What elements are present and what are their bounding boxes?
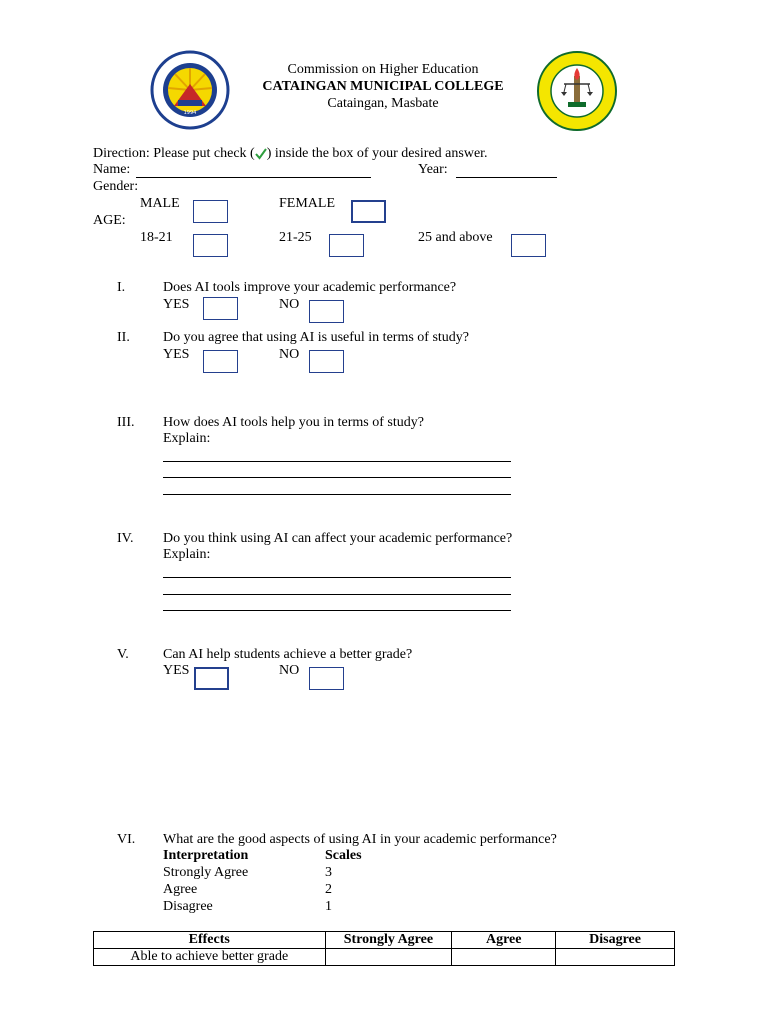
age-21-25-checkbox[interactable] (329, 234, 364, 257)
q6-number: VI. (117, 832, 136, 847)
q4-text: Do you think using AI can affect your academic performance? (163, 531, 513, 546)
header-block (230, 62, 536, 112)
table-cell-agree[interactable] (452, 949, 556, 966)
scale-label: Disagree (163, 899, 213, 914)
q5-no-checkbox[interactable] (309, 667, 344, 690)
q3-number: III. (117, 415, 135, 430)
q2-text: Do you agree that using AI is useful in terms of study? (163, 330, 470, 345)
q3-text: How does AI tools help you in terms of study? (163, 415, 424, 430)
header-commission: Commission on Higher Education (287, 62, 479, 77)
age-25-above-label: 25 and above (418, 230, 493, 245)
table-row (94, 949, 675, 966)
q5-yes-checkbox[interactable] (194, 667, 229, 690)
q2-no-label: NO (279, 347, 300, 362)
year-label: Year: (418, 162, 448, 177)
q1-yes-checkbox[interactable] (203, 297, 238, 320)
q5-yes-label: YES (163, 663, 190, 678)
q1-number: I. (117, 280, 126, 295)
q5-number: V. (117, 647, 129, 662)
direction-after: ) inside the box of your desired answer. (266, 146, 488, 161)
age-18-21-checkbox[interactable] (193, 234, 228, 257)
effects-table (93, 931, 675, 966)
q1-no-checkbox[interactable] (309, 300, 344, 323)
scale-heading-scales: Scales (325, 848, 362, 863)
name-label: Name: (93, 162, 131, 177)
male-checkbox[interactable] (193, 200, 228, 223)
q6-text: What are the good aspects of using AI in your academic performance? (163, 832, 557, 847)
q2-number: II. (117, 330, 130, 345)
college-seal-logo (536, 50, 618, 132)
table-header-agree: Agree (452, 932, 556, 949)
q3-answer-line[interactable] (163, 461, 511, 462)
college-seal-icon (536, 50, 618, 132)
scale-label: Strongly Agree (163, 865, 249, 880)
q3-answer-line[interactable] (163, 477, 511, 478)
q2-yes-checkbox[interactable] (203, 350, 238, 373)
age-25-above-checkbox[interactable] (511, 234, 546, 257)
table-header-disagree: Disagree (556, 932, 675, 949)
table-header-effects: Effects (94, 932, 326, 949)
q3-answer-line[interactable] (163, 494, 511, 495)
q5-text: Can AI help students achieve a better grade? (163, 647, 413, 662)
scale-heading-interpretation: Interpretation (163, 848, 249, 863)
q3-explain-label: Explain: (163, 431, 211, 446)
scale-value: 2 (325, 882, 332, 897)
direction-text (93, 146, 488, 162)
header-location: Cataingan, Masbate (327, 96, 439, 111)
table-header-row (94, 932, 675, 949)
year-field[interactable] (456, 177, 557, 178)
table-cell-effect: Able to achieve better grade (94, 949, 326, 966)
q1-yes-label: YES (163, 297, 190, 312)
table-header-strongly-agree: Strongly Agree (325, 932, 452, 949)
age-18-21-label: 18-21 (140, 230, 173, 245)
scale-value: 3 (325, 865, 332, 880)
q4-number: IV. (117, 531, 134, 546)
q4-answer-line[interactable] (163, 577, 511, 578)
table-cell-disagree[interactable] (556, 949, 675, 966)
q4-answer-line[interactable] (163, 594, 511, 595)
check-icon (255, 146, 267, 160)
scale-value: 1 (325, 899, 332, 914)
female-checkbox[interactable] (351, 200, 386, 223)
male-label: MALE (140, 196, 180, 211)
q5-no-label: NO (279, 663, 300, 678)
q4-answer-line[interactable] (163, 610, 511, 611)
female-label: FEMALE (279, 196, 335, 211)
age-21-25-label: 21-25 (279, 230, 312, 245)
q4-explain-label: Explain: (163, 547, 211, 562)
q1-no-label: NO (279, 297, 300, 312)
q2-no-checkbox[interactable] (309, 350, 344, 373)
header-college: CATAINGAN MUNICIPAL COLLEGE (262, 79, 504, 94)
q2-yes-label: YES (163, 347, 190, 362)
gender-label: Gender: (93, 179, 139, 194)
direction-before: Direction: Please put check ( (93, 146, 255, 161)
q1-text: Does AI tools improve your academic performance? (163, 280, 457, 295)
ched-seal-icon (150, 50, 230, 130)
table-cell-strongly-agree[interactable] (325, 949, 452, 966)
age-label: AGE: (93, 213, 126, 228)
scale-label: Agree (163, 882, 198, 897)
name-field[interactable] (136, 177, 371, 178)
ched-seal-logo (150, 50, 230, 130)
ched-seal-year: 1994 (183, 110, 197, 116)
